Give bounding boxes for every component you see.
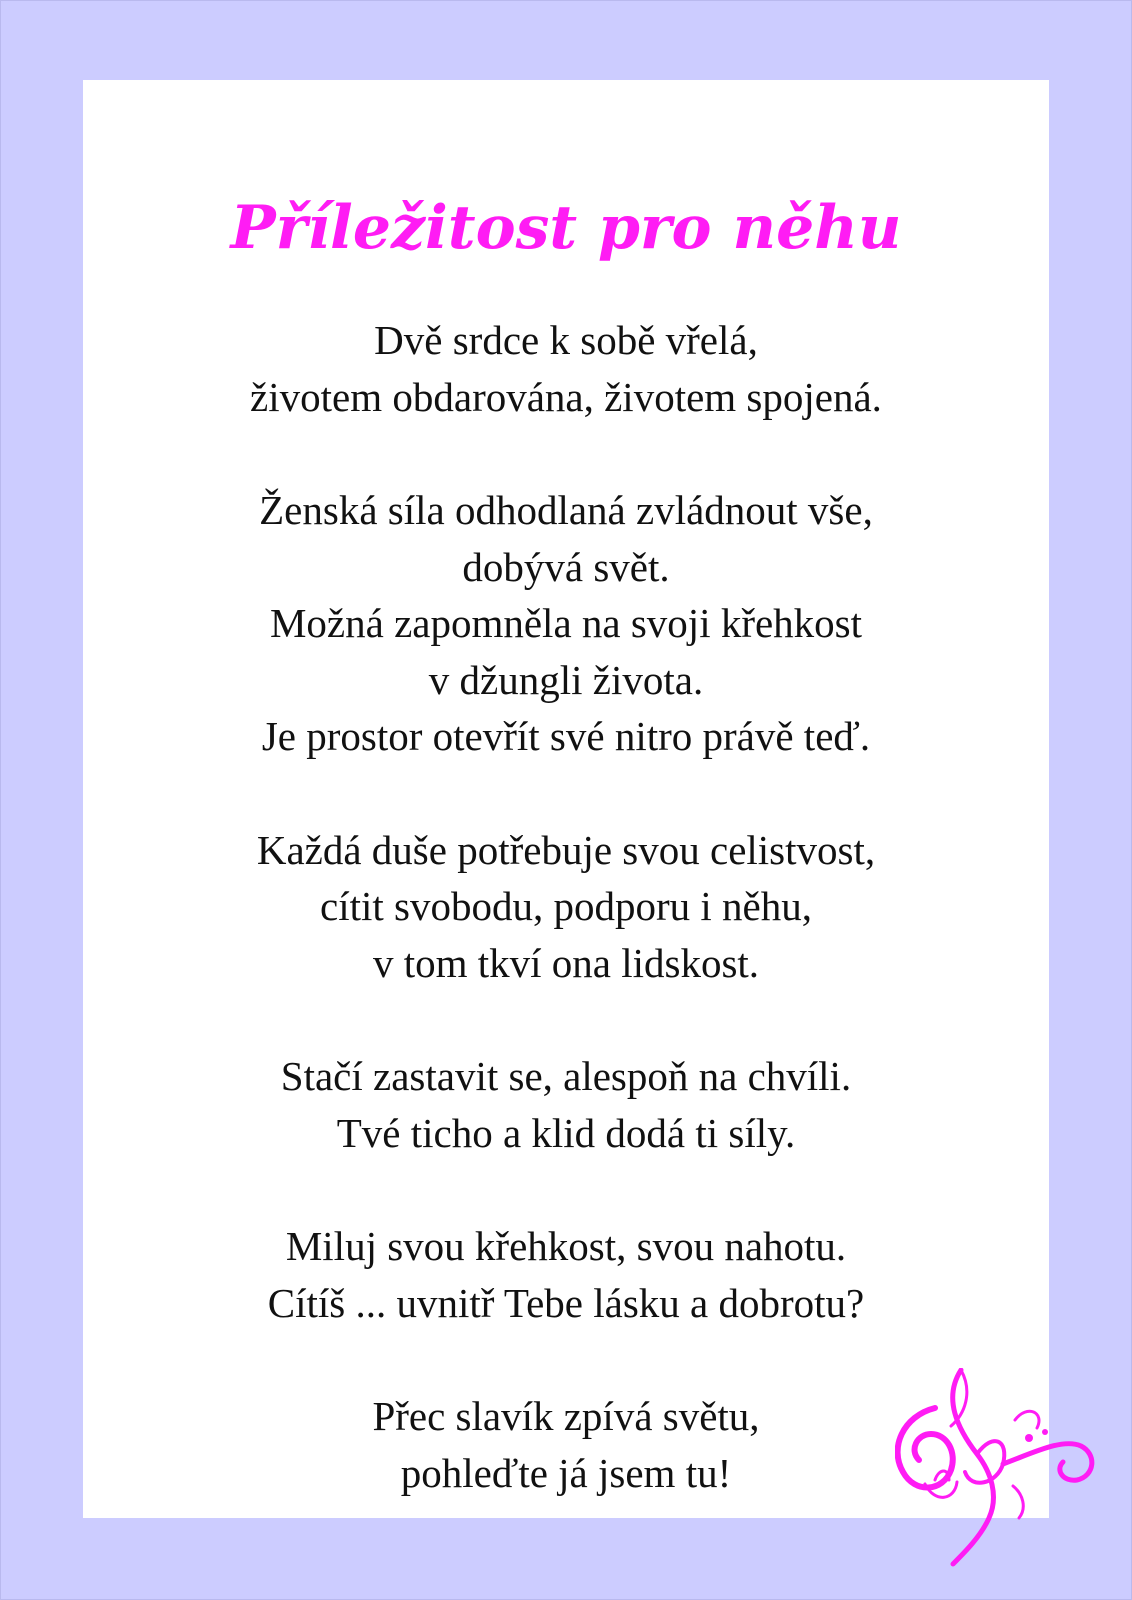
poem-line: Miluj svou křehkost, svou nahotu. xyxy=(285,1223,847,1269)
poem-card xyxy=(83,80,1049,1518)
stanza xyxy=(83,1048,1049,1161)
poem-line: Ženská síla odhodlaná zvládnout vše, xyxy=(259,487,873,533)
stanza xyxy=(83,1218,1049,1331)
poem-line: Cítíš ... uvnitř Tebe lásku a dobrotu? xyxy=(267,1279,865,1326)
stanza xyxy=(83,482,1049,765)
poem-line: v džungli života. xyxy=(428,656,704,703)
poem-line: Je prostor otevřít své nitro právě teď. xyxy=(261,713,871,759)
poem-line: Stačí zastavit se, alespoň na chvíli. xyxy=(280,1053,852,1099)
poem-line: Možná zapomněla na svoji křehkost xyxy=(269,600,863,646)
poem-line: Přec slavík zpívá světu, xyxy=(372,1393,760,1439)
poem-line: dobývá svět. xyxy=(462,543,670,590)
signature-flourish-icon xyxy=(895,1368,1105,1578)
poem-line: v tom tkví ona lidskost. xyxy=(372,939,760,986)
poem-line: Dvě srdce k sobě vřelá, xyxy=(374,317,758,363)
stanza xyxy=(83,822,1049,992)
poem-line: životem obdarována, životem spojená. xyxy=(250,373,882,420)
poem-line: Tvé ticho a klid dodá ti síly. xyxy=(336,1109,796,1156)
poem-line: cítit svobodu, podporu i něhu, xyxy=(320,883,812,929)
poem-line: Každá duše potřebuje svou celistvost, xyxy=(256,826,876,873)
poem-title: Příležitost pro něhu xyxy=(230,193,902,263)
poem-line: pohleďte já jsem tu! xyxy=(400,1449,732,1496)
stanza xyxy=(83,312,1049,425)
